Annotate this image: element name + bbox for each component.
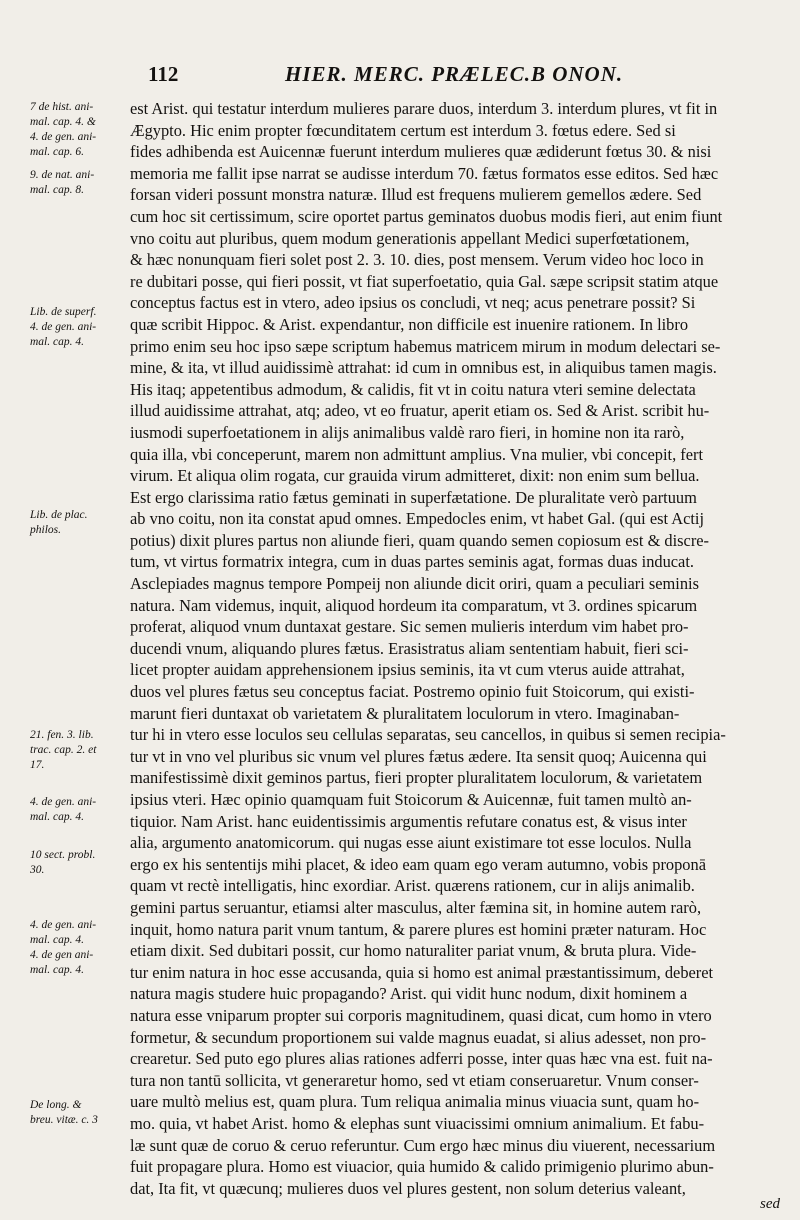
text-line: tum, vt virtus formatrix integra, cum in duas partes seminis agat, formas duas inducat. (130, 552, 694, 572)
margin-note-line: mal. cap. 4. & (30, 116, 96, 128)
text-line: alia, argumento anatomicorum. qui nugas esse aiunt existimare tot esse loculos. Nulla (130, 833, 692, 853)
margin-note-line: 4. de gen. ani- (30, 796, 97, 808)
text-line: mine, & ita, vt illud auidissimè attrahat: id cum in omnibus est, in aliquibus tamen magis. (130, 358, 717, 378)
text-line: ducendi vnum, aliquando plures fætus. Erasistratus aliam sententiam habuit, fieri sci- (130, 638, 689, 658)
margin-note-line: 10 sect. probl. (30, 849, 96, 861)
margin-note-line: mal. cap. 4. (30, 934, 84, 946)
text-line: vno coitu aut pluribus, quem modum generationis appellant Medici superfœtationem, (130, 228, 690, 248)
margin-note-line: 4. de gen. ani- (30, 131, 97, 143)
text-line: iusmodi superfoetationem in alijs animalibus valdè raro fieri, in homine non ita rarò, (130, 422, 685, 442)
text-line: conceptus factus est in vtero, adeo ipsius os concludi, vt neq; acus penetrare possit? Si (130, 293, 696, 313)
margin-note-line: 21. fen. 3. lib. (30, 729, 94, 741)
text-line: tur hi in vtero esse loculos seu cellulas separatas, seu cancellos, in quibus si semen recipia- (130, 725, 726, 745)
margin-note-line: 30. (30, 864, 45, 876)
text-line: Est ergo clarissima ratio fætus geminati in superfætatione. De pluralitate verò partuum (130, 487, 697, 507)
margin-note-line: mal. cap. 4. (30, 964, 84, 976)
text-line: duos vel plures fætus seu conceptus faciat. Postremo opinio fuit Stoicorum, qui existi- (130, 682, 695, 702)
text-line: mo. quia, vt habet Arist. homo & elephas sunt viuacissimi omnium animalium. Et fabu- (130, 1113, 705, 1133)
margin-note-line: 4. de gen. ani- (30, 321, 97, 333)
text-line: inquit, homo natura parit vnum tantum, & parere plures est homini præter naturam. Hoc (130, 919, 707, 939)
text-line: fides adhibenda est Auicennæ fuerunt interdum mulieres quæ ædiderunt fœtus 30. & nisi (130, 142, 712, 162)
text-line: forsan videri possunt monstra naturæ. Illud est frequens mulierem gemellos ædere. Sed (130, 185, 702, 205)
text-line: Asclepiades magnus tempore Pompeij non aliunde dicit oriri, quam a peculiari seminis (130, 574, 699, 594)
text-line: natura esse vniparum propter sui corporis magnitudinem, quasi dicat, cum homo in vtero (130, 1005, 712, 1025)
margin-note-line: mal. cap. 8. (30, 184, 84, 196)
text-line: quæ scribit Hippoc. & Arist. expendantur, non difficile est inuenire rationem. In libro (130, 314, 689, 334)
text-line: memoria me fallit ipse narrat se audisse interdum 70. fætus formatos esse editos. Sed hæc (130, 163, 719, 183)
text-line: & hæc nonunquam fieri solet post 2. 3. 10. dies, post mensem. Verum video hoc loco in (130, 250, 704, 270)
text-line: His itaq; appetentibus admodum, & calidis, fit vt in coitu natura vteri semine delectata (130, 379, 696, 399)
margin-note (30, 795, 130, 825)
text-line: etiam dixit. Sed dubitari possit, cur homo naturaliter pariat vnum, & bruta plura. Vide- (130, 941, 697, 961)
body-text (130, 98, 792, 1199)
text-line: ipsius vteri. Hæc opinio quamquam fuit Stoicorum & Auicennæ, fuit tamen multò an- (130, 790, 692, 809)
text-line: tur vt in vno vel pluribus sic vnum vel plures fætus ædere. Ita sensit quoq; Auicenna qui (130, 746, 707, 766)
text-line: est Arist. qui testatur interdum mulieres parare duos, interdum 3. interdum plures, vt fit in (130, 99, 718, 118)
margin-note-line: 4. de gen ani- (30, 949, 94, 961)
margin-note (30, 918, 130, 978)
catchword: sed (760, 1196, 780, 1212)
margin-note (30, 848, 130, 878)
text-line: formetur, & secundum proportionem sui valde magnus euadat, si alius adesset, non pro- (130, 1027, 707, 1047)
text-line: potius) dixit plures partus non aliunde fieri, quam quando semen copiosum est & discre- (130, 530, 710, 550)
text-line: proferat, aliquod vnum duntaxat gestare. Sic semen mulieris interdum vim habet pro- (130, 617, 689, 637)
margin-note (30, 1098, 130, 1128)
margin-note-line: 4. de gen. ani- (30, 919, 97, 931)
text-line: virum. Et aliqua olim rogata, cur grauida virum admitteret, dixit: non enim sum bellua. (130, 466, 700, 486)
margin-note-line: philos. (30, 524, 61, 536)
text-line: natura. Nam videmus, inquit, aliquod hordeum ita comparatum, vt 3. ordines spicarum (130, 595, 698, 615)
text-line: gemini partus seruantur, etiamsi alter masculus, alter fæmina sit, in homine autem rarò, (130, 897, 702, 917)
text-line: ergo ex his sententijs mihi placet, & ideo eam quam ego veram autumno, vobis proponā (130, 854, 706, 874)
text-line: tur enim natura in hoc esse accusanda, quia si homo est animal præstantissimum, deberet (130, 962, 714, 982)
margin-note (30, 305, 130, 350)
text-line: natura magis studere huic propagando? Arist. qui vidit hunc nodum, dixit hominem a (130, 984, 688, 1004)
margin-note-line: De long. & (30, 1099, 82, 1111)
margin-note-line: Lib. de superf. (30, 306, 97, 318)
text-line: primo enim seu hoc ipso sæpe scriptum habemus matricem mirum in modum delectari se- (130, 336, 721, 356)
text-line: ab vno coitu, non ita constat apud omnes. Empedocles enim, vt habet Gal. (qui est Actij (130, 509, 704, 529)
margin-note-line: trac. cap. 2. et (30, 744, 97, 756)
margin-note (30, 508, 130, 538)
text-line: illud auidissime attrahat, atq; adeo, vt eo fruatur, aperit etiam os. Sed & Arist. scribit hu- (130, 401, 710, 421)
text-line: cum hoc sit certissimum, scire oportet partus geminatos duobus modis fieri, aut enim fiunt (130, 206, 723, 226)
text-line: quam vt rectè intelligatis, hinc exordiar. Arist. quærens rationem, cur in alijs animalib. (130, 876, 695, 896)
margin-note-line: Lib. de plac. (30, 509, 88, 521)
running-title: HIER. MERC. PRÆLEC.B ONON. (285, 62, 624, 86)
page-number: 112 (148, 62, 179, 86)
margin-note-line: mal. cap. 4. (30, 811, 84, 823)
text-line: quia illa, vbi conceperunt, marem non admittunt amplius. Vna mulier, vbi concepit, fert (130, 444, 704, 464)
text-line: dat, Ita fit, vt quæcunq; mulieres duos vel plures gestent, non solum deterius valeant, (130, 1178, 686, 1198)
text-line: marunt fieri duntaxat ob varietatem & pluralitatem loculorum in vtero. Imaginaban- (130, 703, 680, 723)
margin-note (30, 100, 130, 160)
page-header (0, 62, 800, 90)
margin-note-line: mal. cap. 4. (30, 336, 84, 348)
text-line: læ sunt quæ de coruo & ceruo referuntur. Cum ergo hæc minus diu viuerent, necessarium (130, 1135, 716, 1155)
text-line: tura non tantū sollicita, vt generaretur homo, sed vt etiam conseruaretur. Vnum conser- (130, 1070, 699, 1090)
text-line: Ægypto. Hic enim propter fœcunditatem certum est interdum 3. fœtus edere. Sed si (130, 120, 676, 140)
margin-note-line: 17. (30, 759, 45, 771)
text-line: fuit propagare plura. Homo est viuacior, quia humido & calido primigenio plurimo abun- (130, 1157, 714, 1177)
margin-note-line: 7 de hist. ani- (30, 101, 94, 113)
text-line: licet propter auidam apprehensionem ipsius seminis, ita vt cum vterus auide attrahat, (130, 660, 685, 680)
margin-note (30, 168, 130, 198)
text-line: uare multò melius est, quam plura. Tum reliqua animalia minus viuacia sunt, quam ho- (130, 1092, 700, 1112)
text-line: tiquior. Nam Arist. hanc euidentissimis argumentis refutare conatus est, & visus inter (130, 811, 687, 831)
text-line: manifestissimè dixit geminos partus, fieri propter pluralitatem loculorum, & varietatem (130, 768, 703, 788)
margin-note-line: breu. vitæ. c. 3 (30, 1114, 98, 1126)
margin-note-line: 9. de nat. ani- (30, 169, 95, 181)
text-line: crearetur. Sed puto ego plures alias rationes adferri posse, inter quas hæc vna est. fuit na- (130, 1049, 713, 1069)
margin-note (30, 728, 130, 773)
text-line: re dubitari posse, qui fieri possit, vt fiat superfoetatio, quia Gal. sæpe scripsit statim atque (130, 271, 719, 291)
margin-note-line: mal. cap. 6. (30, 146, 84, 158)
